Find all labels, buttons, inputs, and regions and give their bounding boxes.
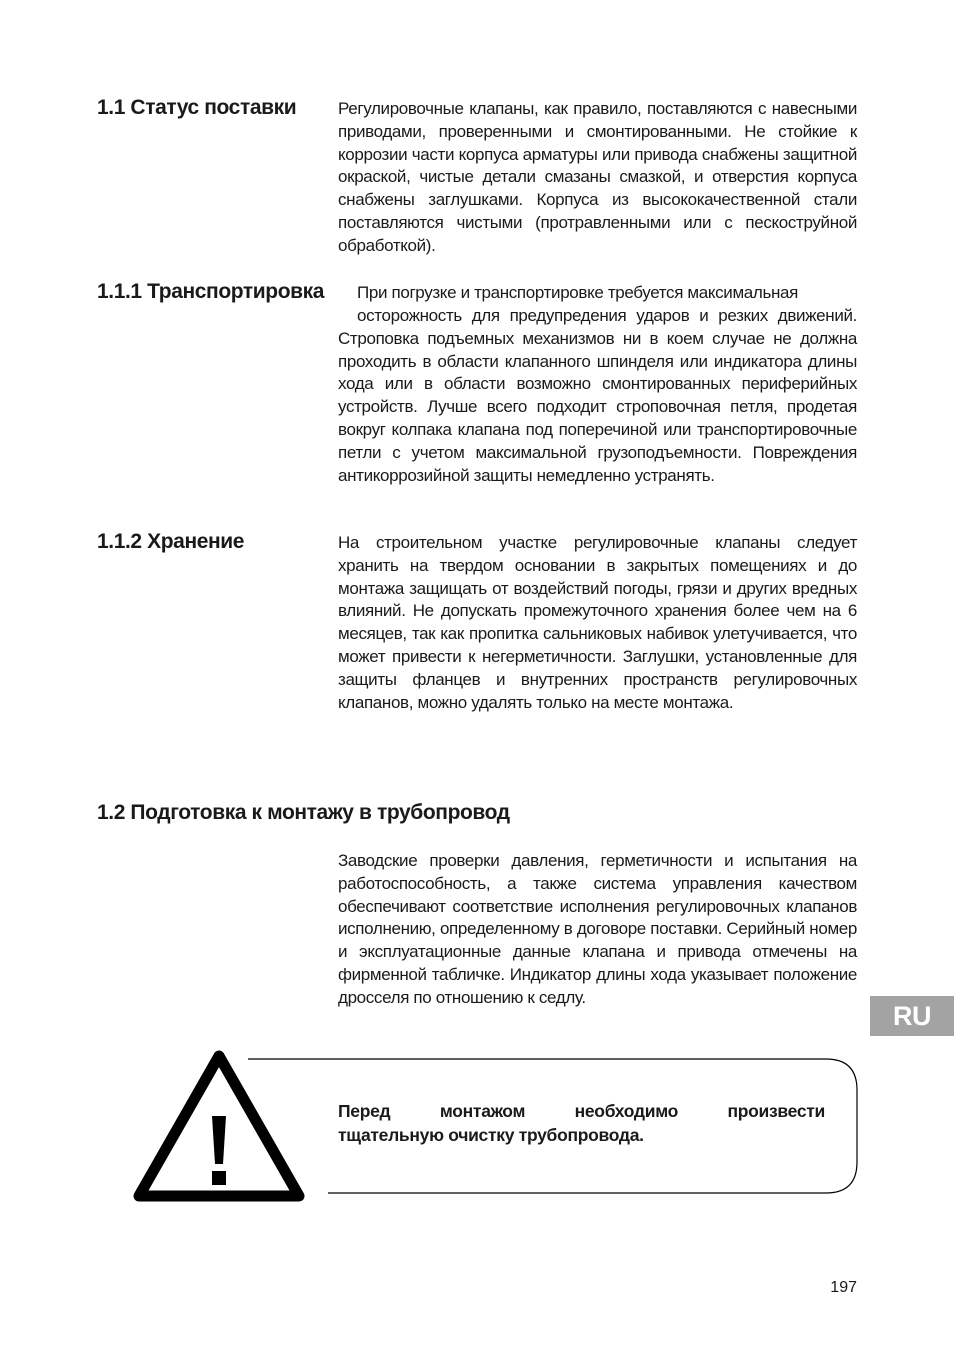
section-text-transport: осторожность для предупредения ударов и резких движений. Строповка подъемных механизмов ни в коем случае не должна проходить в области клапанного шпинделя или индикатора длины хода или в области возможно смонтированных периферийных устройств. Лучше всего подходит строповочная петля, продетая вокруг колпака клапана под поперечиной или транспортировочные петли с учетом максимальной грузоподъемности. Повреждения антикоррозийной защиты немедленно устранять. — [338, 306, 857, 485]
warning-message-line-2: тщательную очистку трубопровода. — [338, 1125, 644, 1145]
language-tab: RU — [870, 996, 954, 1036]
section-text-storage: На строительном участке регулировочные клапаны следует хранить на твердом основании в закрытых помещениях и до монтажа защищать от воздействий погоды, грязи и других вредных влияний. Не допускать промежуточного хранения более чем на 6 месяцев, так как пропитка сальниковых набивок улетучивается, что может привести к негерметичности. Заглушки, установленные для защиты фланцев и внутренних пространств регулировочных клапанов, можно удалять только на месте монтажа. — [338, 533, 857, 712]
section-text-preparation: Заводские проверки давления, герметичности и испытания на работоспособность, а также система управления качеством обеспечивают соответствие исполнения регулировочных клапанов исполнению, определенному в договоре поставки. Серийный номер и эксплуатационные данные клапана и привода отмечены на фирменной табличке. Индикатор длины хода указывает положение дросселя по отношению к седлу. — [338, 851, 857, 1007]
page-number: 197 — [830, 1279, 857, 1296]
warning-message-line-1: Перед монтажом необходимо произвести — [338, 1101, 825, 1121]
section-text-status: Регулировочные клапаны, как правило, поставляются с навесными приводами, проверенными и смонтированными. Не стойкие к коррозии части корпуса арматуры или привода снабжены защитной окраской, чистые детали смазаны смазкой, и отверстия корпуса снабжены заглушками. Корпуса из высококачественной стали поставляются чистыми (протравленными или с пескоструйной обработкой). — [338, 99, 857, 255]
section-text-transport-first-line: При погрузке и транспортировке требуется максимальная — [357, 283, 798, 302]
warning-message — [338, 1099, 825, 1147]
section-heading-storage: 1.1.2 Хранение — [97, 530, 245, 553]
section-heading-transport: 1.1.1 Транспортировка — [97, 280, 325, 303]
section-heading-status: 1.1 Статус поставки — [97, 96, 297, 119]
section-heading-preparation: 1.2 Подготовка к монтажу в трубопровод — [97, 801, 510, 824]
